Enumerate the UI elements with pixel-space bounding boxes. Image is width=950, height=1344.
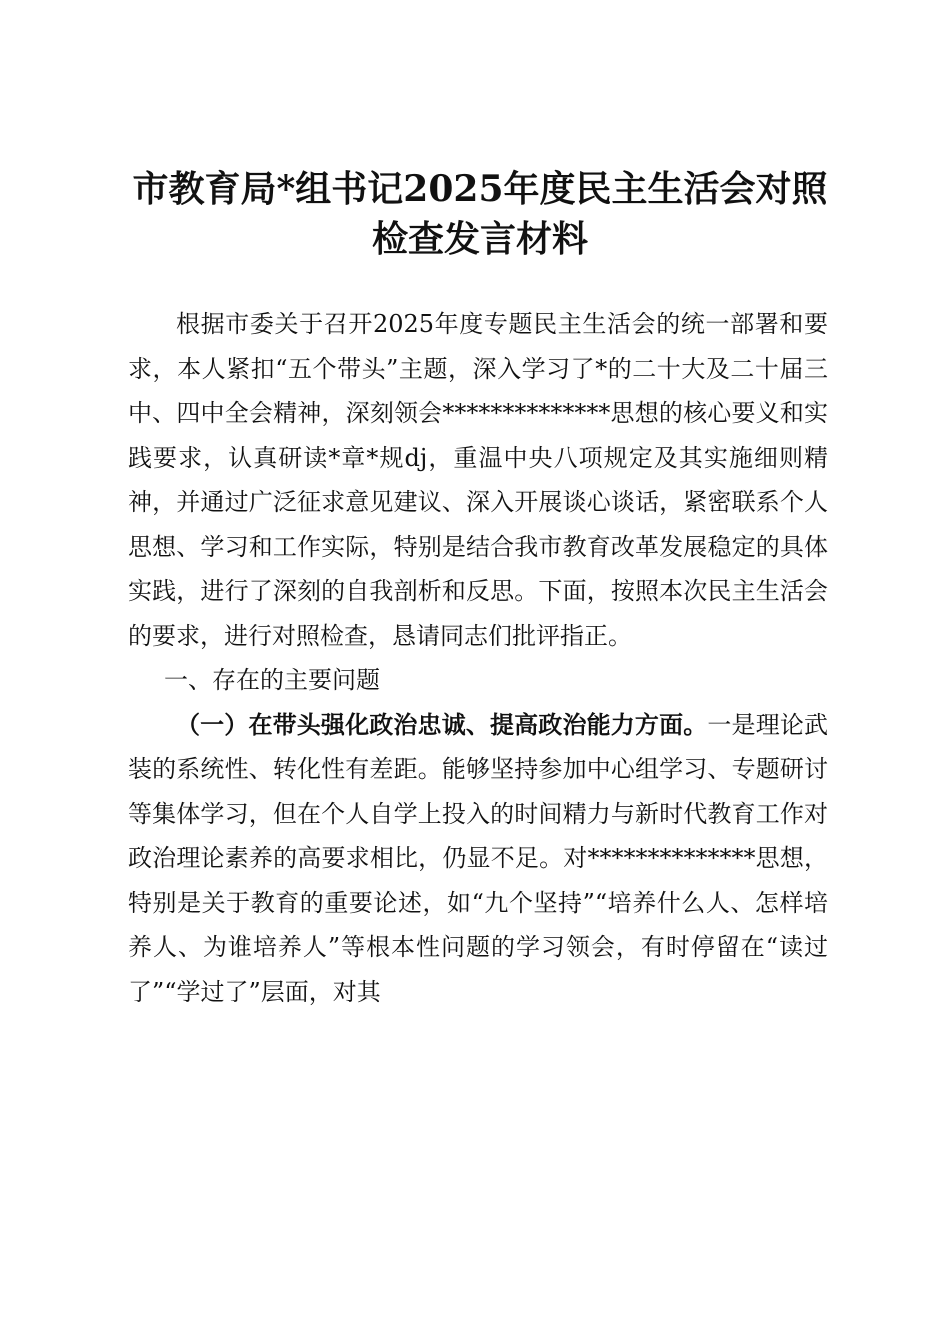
section-heading: 一、存在的主要问题 <box>164 666 380 694</box>
document-title: 市教育局*组书记2025年度民主生活会对照检查发言材料 <box>132 168 828 260</box>
subsection-lead: （一）在带头强化政治忠诚、提高政治能力方面。 <box>176 709 708 739</box>
subsection-text: 一是理论武装的系统性、转化性有差距。能够坚持参加中心组学习、专题研讨等集体学习，但在个人自学上投入的时间精力与新时代教育工作对政治理论素养的高要求相比，仍显不足。对**************思想，特别是关于教育的重要论述，如“九个坚持”“培养什么人、怎样培养人、为谁培养人”等根本性问题的学习领会，有时停留在“读过了”“学过了”层面，对其 <box>128 710 829 1006</box>
document-body <box>128 302 828 1014</box>
subsection-paragraph <box>128 703 828 1015</box>
intro-paragraph: 根据市委关于召开2025年度专题民主生活会的统一部署和要求，本人紧扣“五个带头”主题，深入学习了*的二十大及二十届三中、四中全会精神，深刻领会**************思想的核心要义和实践要求，认真研读*章*规dj，重温中央八项规定及其实施细则精神，并通过广泛征求意见建议、深入开展谈心谈话，紧密联系个人思想、学习和工作实际，特别是结合我市教育改革发展稳定的具体实践，进行了深刻的自我剖析和反思。下面，按照本次民主生活会的要求，进行对照检查，恳请同志们批评指正。 <box>128 310 828 650</box>
